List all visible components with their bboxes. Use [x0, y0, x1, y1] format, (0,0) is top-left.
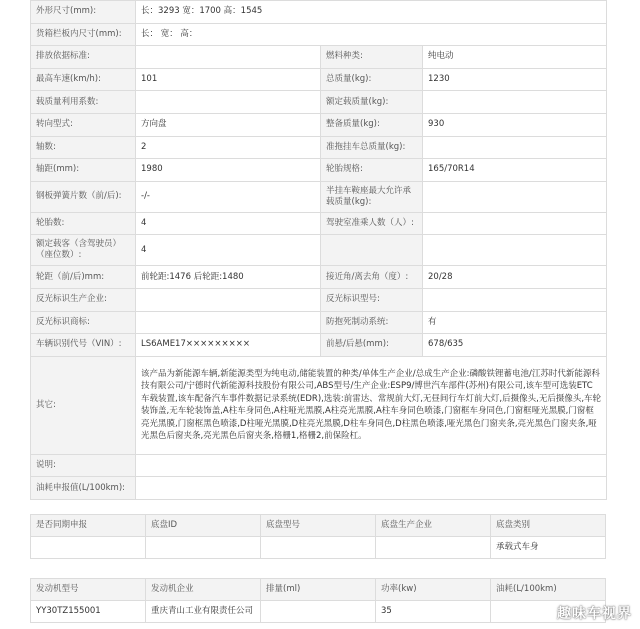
spec-value: [136, 288, 321, 311]
chassis-header-cell: 底盘型号: [261, 515, 376, 537]
spec-label: 轮胎数:: [31, 212, 136, 235]
spec-value: [423, 212, 607, 235]
spec-label: 整备质量(kg):: [321, 113, 423, 136]
spec-label: 车辆识别代号（VIN）:: [31, 334, 136, 357]
engine-value-cell: 重庆青山工业有限责任公司: [146, 601, 261, 623]
engine-header-cell: 发动机企业: [146, 579, 261, 601]
chassis-header-cell: 底盘生产企业: [376, 515, 491, 537]
spec-row: [31, 212, 607, 235]
spec-row: [31, 266, 607, 289]
spec-value: 1980: [136, 159, 321, 182]
fuel-consumption-value: [136, 477, 607, 500]
spec-label: 载质量利用系数:: [31, 91, 136, 114]
spec-value: [423, 235, 607, 266]
spec-label: 排放依据标准:: [31, 46, 136, 69]
spec-label: 接近角/离去角（度）:: [321, 266, 423, 289]
spec-label: 钢板弹簧片数（前/后):: [31, 181, 136, 212]
spec-value: 101: [136, 68, 321, 91]
spec-row: [31, 159, 607, 182]
note-label: 说明:: [31, 454, 136, 477]
dimensions-value: 长：3293 宽：1700 高：1545: [136, 1, 607, 24]
spec-row: [31, 334, 607, 357]
spec-label: 额定载质量(kg):: [321, 91, 423, 114]
spec-value: [423, 136, 607, 159]
spec-label: 额定载客（含驾驶员）（座位数）:: [31, 235, 136, 266]
spec-value: 678/635: [423, 334, 607, 357]
spec-row: [31, 46, 607, 69]
spec-label: 反光标识商标:: [31, 311, 136, 334]
spec-value: 165/70R14: [423, 159, 607, 182]
other-remarks-value: 该产品为新能源车辆,新能源类型为纯电动,储能装置的种类/单体生产企业/总成生产企业:磷酸铁锂蓄电池/江苏时代新能源科技有限公司/宁德时代新能源科技股份有限公司,ABS型号/生产企业:ESP9/博世汽车部件(苏州)有限公司,该车型可选装ETC车载装置,该车配备汽车事件数据记录系统(EDR),选装:前雷达、常规前大灯,无昼间行车灯前大灯,后摄像头,无后摄像头,车轮装饰盖,无车轮装饰盖,A柱车身同色,A柱哑光黑膜,A柱亮光黑膜,A柱车身同色喷漆,门窗框车身同色,门窗框哑光黑膜,门窗框亮光黑膜,门窗框黑色喷漆,D柱哑光黑膜,D柱亮光黑膜,D柱车身同色,D柱黑色喷漆,哑光黑色门窗夹条,亮光黑色门窗夹条,哑光黑色后窗夹条,亮光黑色后窗夹条,格栅1,格栅2,前保险杠。: [136, 356, 607, 454]
spec-value: 20/28: [423, 266, 607, 289]
spec-label: 转向型式:: [31, 113, 136, 136]
spec-label: 轴数:: [31, 136, 136, 159]
other-remarks-label: 其它:: [31, 356, 136, 454]
chassis-header-cell: 底盘ID: [146, 515, 261, 537]
spec-row: [31, 113, 607, 136]
spec-value: [136, 311, 321, 334]
spec-row: [31, 136, 607, 159]
note-value: [136, 454, 607, 477]
spec-row: [31, 68, 607, 91]
spec-value: 方向盘: [136, 113, 321, 136]
spec-value: 4: [136, 235, 321, 266]
engine-table: [30, 578, 606, 623]
engine-header-cell: 油耗(L/100km): [491, 579, 606, 601]
spec-label: 前悬/后悬(mm):: [321, 334, 423, 357]
spec-value: 1230: [423, 68, 607, 91]
engine-header-row: [31, 579, 606, 601]
chassis-value-cell: [376, 537, 491, 559]
spec-value: 2: [136, 136, 321, 159]
fuel-consumption-row: [31, 477, 607, 500]
spec-row: [31, 235, 607, 266]
cargo-box-label: 货箱栏板内尺寸(mm):: [31, 23, 136, 46]
engine-value-cell: 35: [376, 601, 491, 623]
spec-label: 轴距(mm):: [31, 159, 136, 182]
spec-value: 前轮距:1476 后轮距:1480: [136, 266, 321, 289]
spec-value: 4: [136, 212, 321, 235]
spec-label: 轮胎规格:: [321, 159, 423, 182]
spec-value: 930: [423, 113, 607, 136]
spec-label: 防抱死制动系统:: [321, 311, 423, 334]
spec-label: 半挂车鞍座最大允许承载质量(kg):: [321, 181, 423, 212]
spec-row-dimensions: [31, 1, 607, 24]
chassis-value-row: [31, 537, 606, 559]
spec-label: 总质量(kg):: [321, 68, 423, 91]
spec-label: 准拖挂车总质量(kg):: [321, 136, 423, 159]
spec-value: [423, 181, 607, 212]
spec-value: [423, 91, 607, 114]
chassis-header-row: [31, 515, 606, 537]
engine-value-row: [31, 601, 606, 623]
spec-value: [423, 288, 607, 311]
spec-value: -/-: [136, 181, 321, 212]
spec-label: 燃料种类:: [321, 46, 423, 69]
spec-value: [136, 91, 321, 114]
spec-label: 轮距（前/后)mm:: [31, 266, 136, 289]
engine-header-cell: 发动机型号: [31, 579, 146, 601]
chassis-header-cell: 是否同期申报: [31, 515, 146, 537]
spec-label: 反光标识生产企业:: [31, 288, 136, 311]
spec-value: 纯电动: [423, 46, 607, 69]
spec-value: [136, 46, 321, 69]
engine-header-cell: 排量(ml): [261, 579, 376, 601]
spec-row: [31, 181, 607, 212]
spec-row: [31, 311, 607, 334]
engine-value-cell: YY30TZ155001: [31, 601, 146, 623]
spec-row: [31, 288, 607, 311]
fuel-consumption-label: 油耗申报值(L/100km):: [31, 477, 136, 500]
chassis-value-cell: 承载式车身: [491, 537, 606, 559]
chassis-value-cell: [261, 537, 376, 559]
chassis-value-cell: [31, 537, 146, 559]
spec-row-cargo: [31, 23, 607, 46]
chassis-value-cell: [146, 537, 261, 559]
spec-row: [31, 91, 607, 114]
dimensions-label: 外形尺寸(mm):: [31, 1, 136, 24]
cargo-box-value: 长： 宽： 高：: [136, 23, 607, 46]
chassis-header-cell: 底盘类别: [491, 515, 606, 537]
spec-label: 最高车速(km/h):: [31, 68, 136, 91]
spec-label: [321, 235, 423, 266]
spec-value: LS6AME17×××××××××: [136, 334, 321, 357]
vehicle-spec-table: [30, 0, 607, 500]
chassis-table: [30, 514, 606, 559]
spec-label: 反光标识型号:: [321, 288, 423, 311]
engine-value-cell: [261, 601, 376, 623]
spec-value: 有: [423, 311, 607, 334]
spec-label: 驾驶室准乘人数（人）:: [321, 212, 423, 235]
watermark-text: 趣味车视界: [557, 606, 632, 622]
note-row: [31, 454, 607, 477]
other-remarks-row: [31, 356, 607, 454]
engine-header-cell: 功率(kw): [376, 579, 491, 601]
